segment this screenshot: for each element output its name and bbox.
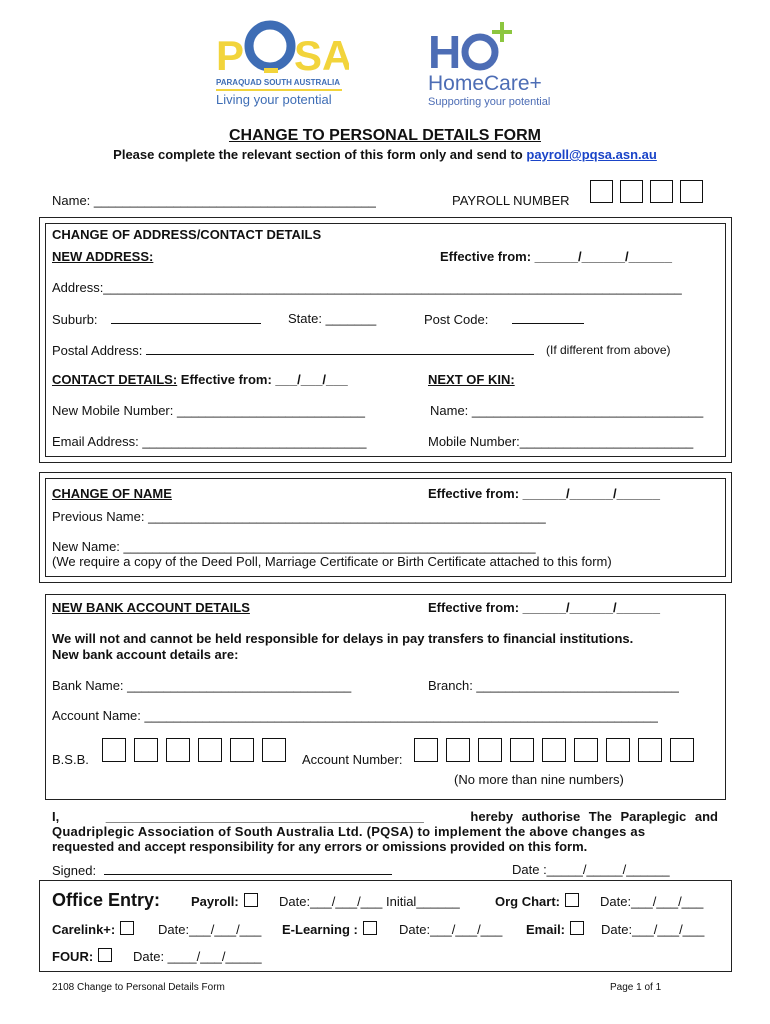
page-subtitle xyxy=(0,147,770,162)
office-carelink-row xyxy=(52,921,134,937)
authorisation-line2: Quadriplegic Association of South Australia Ltd. (PQSA) to implement the above changes as xyxy=(52,824,646,839)
email-address-field[interactable]: Email Address: _______________________________ xyxy=(52,434,367,449)
previous-name-field[interactable]: Previous Name: _______________________________________________________ xyxy=(52,509,546,524)
office-org-chart-row xyxy=(495,893,579,909)
svg-text:H: H xyxy=(428,26,462,74)
signature-date-field[interactable]: Date :_____/_____/______ xyxy=(512,862,670,877)
branch-field[interactable]: Branch: ____________________________ xyxy=(428,678,679,693)
suburb-field[interactable] xyxy=(52,311,261,327)
change-of-name-heading: CHANGE OF NAME xyxy=(52,486,172,501)
page-title: CHANGE TO PERSONAL DETAILS FORM xyxy=(228,127,541,144)
payroll-digit-box[interactable] xyxy=(650,180,673,203)
contact-details-row xyxy=(52,372,348,387)
account-digit-box[interactable] xyxy=(542,738,566,762)
office-payroll-row xyxy=(191,893,258,909)
carelink-checkbox[interactable] xyxy=(120,921,134,935)
bsb-digit-box[interactable] xyxy=(198,738,222,762)
payroll-number-boxes xyxy=(590,180,703,208)
postal-address-field[interactable] xyxy=(52,342,534,358)
bank-effective-from[interactable]: Effective from: ______/______/______ xyxy=(428,600,660,615)
office-elearning-date[interactable]: Date:___/___/___ xyxy=(399,922,503,937)
bsb-digit-box[interactable] xyxy=(102,738,126,762)
new-name-field[interactable]: New Name: _________________________________________________________ xyxy=(52,539,536,554)
post-code-field[interactable] xyxy=(424,311,584,327)
office-payroll-date[interactable]: Date:___/___/___ Initial______ xyxy=(279,894,460,909)
office-carelink-date[interactable]: Date:___/___/___ xyxy=(158,922,262,937)
payroll-email-link[interactable]: payroll@pqsa.asn.au xyxy=(526,147,657,162)
payroll-digit-box[interactable] xyxy=(590,180,613,203)
kin-mobile-field[interactable]: Mobile Number:________________________ xyxy=(428,434,694,449)
subtitle-text: Please complete the relevant section of this form only and send to xyxy=(113,147,523,162)
four-checkbox[interactable] xyxy=(98,948,112,962)
bsb-digit-box[interactable] xyxy=(134,738,158,762)
payroll-digit-box[interactable] xyxy=(680,180,703,203)
office-four-label: FOUR: xyxy=(52,949,94,964)
svg-text:SA: SA xyxy=(294,32,349,79)
kin-name-field[interactable]: Name: ________________________________ xyxy=(430,403,704,418)
bank-name-field[interactable]: Bank Name: _______________________________ xyxy=(52,678,352,693)
bsb-digit-box[interactable] xyxy=(262,738,286,762)
account-digit-box[interactable] xyxy=(414,738,438,762)
office-four-row xyxy=(52,948,112,964)
account-name-field[interactable]: Account Name: _______________________________________________________________________ xyxy=(52,708,658,723)
new-address-label: NEW ADDRESS: xyxy=(52,249,154,264)
authorisation-line1 xyxy=(52,809,718,824)
payroll-digit-box[interactable] xyxy=(620,180,643,203)
office-org-date[interactable]: Date:___/___/___ xyxy=(600,894,704,909)
svg-text:P: P xyxy=(216,32,245,79)
suburb-label: Suburb: xyxy=(52,312,98,327)
homecare-name-text: HomeCare+ xyxy=(428,72,542,95)
homecare-logo xyxy=(428,20,558,112)
homecare-tagline: Supporting your potential xyxy=(428,96,551,108)
office-entry-title: Office Entry: xyxy=(52,890,161,910)
account-digit-box[interactable] xyxy=(478,738,502,762)
office-payroll-label: Payroll: xyxy=(191,894,239,909)
email-checkbox[interactable] xyxy=(570,921,584,935)
org-chart-checkbox[interactable] xyxy=(565,893,579,907)
bsb-boxes xyxy=(102,738,286,767)
homecare-name xyxy=(428,72,542,96)
office-elearning-row xyxy=(282,921,377,937)
bsb-digit-box[interactable] xyxy=(230,738,254,762)
pqsa-divider xyxy=(216,89,342,91)
signed-label: Signed: xyxy=(52,863,97,878)
account-digit-box[interactable] xyxy=(446,738,470,762)
account-digit-box[interactable] xyxy=(574,738,598,762)
elearning-checkbox[interactable] xyxy=(363,921,377,935)
signature-field[interactable] xyxy=(52,862,392,878)
contact-details-label: CONTACT DETAILS: xyxy=(52,372,178,387)
bank-section xyxy=(45,594,726,800)
account-digit-box[interactable] xyxy=(638,738,662,762)
pqsa-org-name: PARAQUAD SOUTH AUSTRALIA xyxy=(216,78,340,87)
new-mobile-field[interactable]: New Mobile Number: __________________________ xyxy=(52,403,365,418)
postal-address-label: Postal Address: xyxy=(52,343,143,358)
account-number-boxes xyxy=(414,738,694,767)
account-number-label: Account Number: xyxy=(302,752,403,767)
office-org-chart-label: Org Chart: xyxy=(495,894,560,909)
address-effective-from[interactable]: Effective from: ______/______/______ xyxy=(440,249,672,264)
name-field[interactable]: Name: _______________________________________ xyxy=(52,193,376,208)
payroll-number-label: PAYROLL NUMBER xyxy=(452,193,570,208)
address-field[interactable]: Address:________________________________________________________________________________ xyxy=(52,280,682,295)
bank-warning-line2: New bank account details are: xyxy=(52,647,239,662)
office-carelink-label: Carelink+: xyxy=(52,922,116,937)
account-digit-box[interactable] xyxy=(670,738,694,762)
account-digit-box[interactable] xyxy=(510,738,534,762)
postal-address-note: (If different from above) xyxy=(546,343,671,357)
state-field[interactable]: State: _______ xyxy=(288,311,377,326)
pqsa-tagline: Living your potential xyxy=(216,92,332,107)
bank-warning-line1: We will not and cannot be held responsible for delays in pay transfers to financial institutions. xyxy=(52,631,634,646)
authorisation-line1-rest: hereby authorise The Paraplegic and xyxy=(470,809,718,824)
name-change-note: (We require a copy of the Deed Poll, Marriage Certificate or Birth Certificate attached to this form) xyxy=(52,554,612,569)
footer-page-number: Page 1 of 1 xyxy=(610,982,662,993)
account-number-note: (No more than nine numbers) xyxy=(454,772,624,787)
bsb-digit-box[interactable] xyxy=(166,738,190,762)
address-section-heading: CHANGE OF ADDRESS/CONTACT DETAILS xyxy=(52,227,322,242)
office-email-date[interactable]: Date:___/___/___ xyxy=(601,922,705,937)
payroll-checkbox[interactable] xyxy=(244,893,258,907)
post-code-label: Post Code: xyxy=(424,312,489,327)
office-elearning-label: E-Learning : xyxy=(282,922,358,937)
contact-effective-from[interactable]: Effective from: ___/___/___ xyxy=(180,372,348,387)
office-email-row xyxy=(526,921,584,937)
next-of-kin-label: NEXT OF KIN: xyxy=(428,372,515,387)
footer-form-id: 2108 Change to Personal Details Form xyxy=(52,982,225,993)
bank-section-heading: NEW BANK ACCOUNT DETAILS xyxy=(52,600,250,615)
office-email-label: Email: xyxy=(526,922,566,937)
account-digit-box[interactable] xyxy=(606,738,630,762)
pqsa-logo xyxy=(214,12,349,110)
authorisation-i: I, xyxy=(52,809,60,824)
office-four-date[interactable]: Date: ____/___/_____ xyxy=(133,949,262,964)
bsb-label: B.S.B. xyxy=(52,752,89,767)
homecare-logo-mark xyxy=(428,20,518,74)
authorisation-line3: requested and accept responsibility for any errors or omissions provided on this form. xyxy=(52,839,588,854)
name-effective-from[interactable]: Effective from: ______/______/______ xyxy=(428,486,660,501)
authorisation-name-blank[interactable]: ____________________________________________ xyxy=(105,809,424,824)
